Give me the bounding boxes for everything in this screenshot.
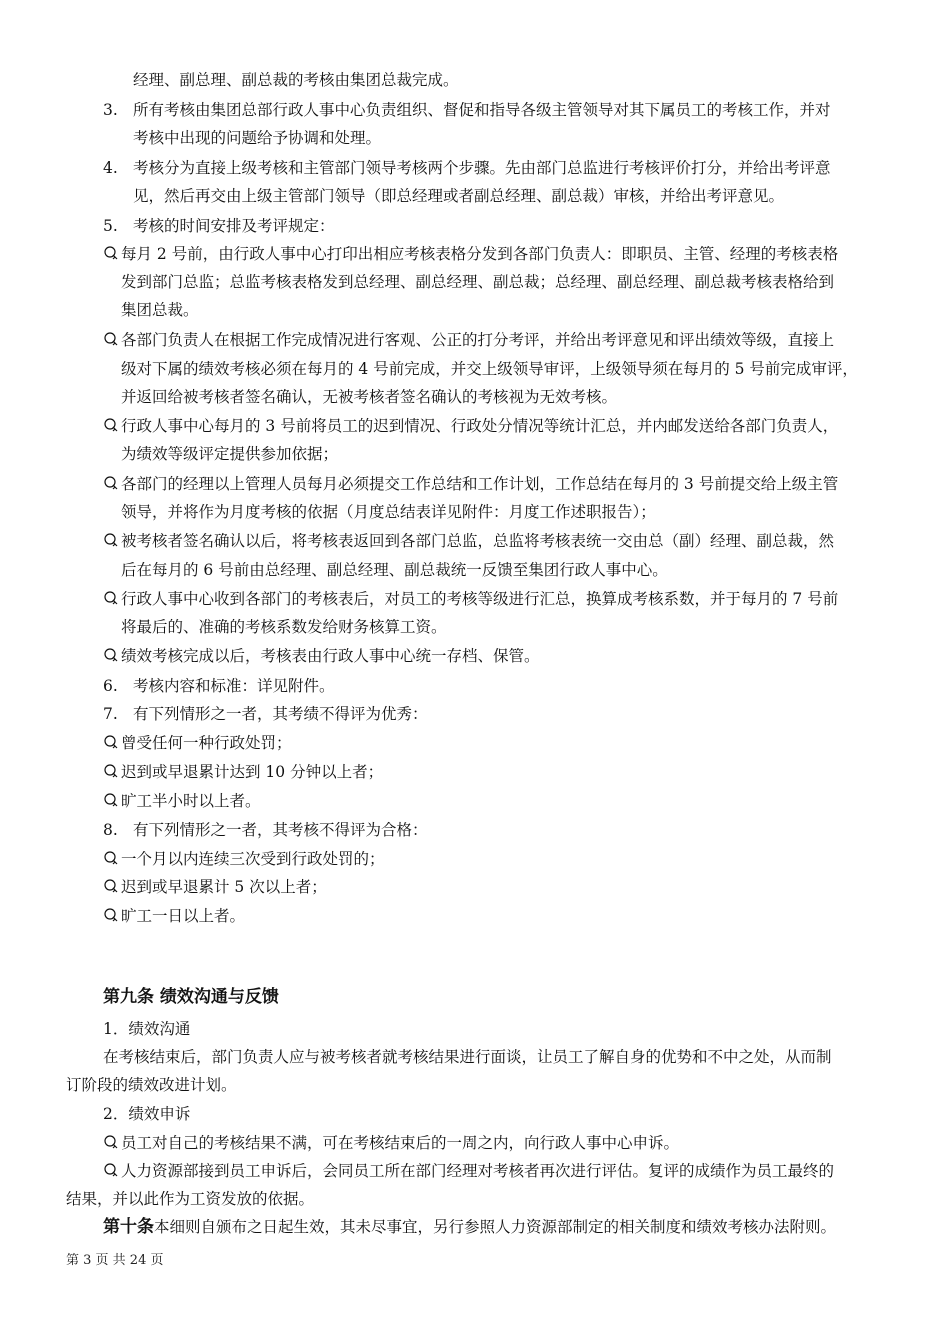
- list-number: 7.: [103, 705, 118, 723]
- bullet-item-text: 一个月以内连续三次受到行政处罚的；: [121, 850, 385, 868]
- list-number: 5.: [103, 217, 118, 235]
- bullet-item: [103, 416, 838, 436]
- numbered-list-item: [103, 820, 428, 840]
- list-item-continuation: 见，然后再交由上级主管部门领导（即总经理或者副总经理、副总裁）审核，并给出考评意见。: [133, 187, 785, 205]
- bullet-item: [103, 531, 834, 551]
- list-item-text: 有下列情形之一者，其考核不得评为合格：: [133, 821, 428, 839]
- section-10: [103, 1217, 836, 1237]
- section-9-heading: 第九条 绩效沟通与反馈: [103, 987, 279, 1007]
- bullet-item-text: 迟到或早退累计达到 10 分钟以上者；: [121, 763, 384, 781]
- section-9-paragraph-line: 在考核结束后，部门负责人应与被考核者就考核结果进行面谈，让员工了解自身的优势和不中之处，从而制: [103, 1048, 832, 1066]
- numbered-list-item: [103, 216, 335, 236]
- bullet-icon: [103, 792, 119, 808]
- bullet-item-continuation: 发到部门总监；总监考核表格发到总经理、副总经理、副总裁；总经理、副总经理、副总裁考核表格给到: [121, 273, 835, 291]
- bullet-item-continuation: 后在每月的 6 号前由总经理、副总经理、副总裁统一反馈至集团行政人事中心。: [121, 561, 668, 579]
- bullet-item: [103, 244, 838, 264]
- bullet-item: [103, 762, 383, 782]
- bullet-icon: [103, 475, 119, 491]
- section-9-paragraph-line: 订阶段的绩效改进计划。: [66, 1076, 237, 1094]
- bullet-icon: [103, 532, 119, 548]
- numbered-list-item: [103, 100, 831, 120]
- list-item-text: 考核的时间安排及考评规定：: [133, 217, 335, 235]
- bullet-item: [103, 474, 838, 494]
- bullet-item-text: 行政人事中心每月的 3 号前将员工的迟到情况、行政处分情况等统计汇总，并内邮发送给各部门负责人，: [121, 417, 839, 435]
- bullet-item-text: 旷工一日以上者。: [121, 907, 246, 925]
- section-9-bullet-text: 员工对自己的考核结果不满，可在考核结束后的一周之内，向行政人事中心申诉。: [121, 1134, 680, 1152]
- bullet-item: [103, 589, 838, 609]
- bullet-item: [103, 646, 540, 666]
- bullet-item: [103, 791, 261, 811]
- list-item-continuation: 考核中出现的问题给予协调和处理。: [133, 129, 382, 147]
- bullet-icon: [103, 850, 119, 866]
- numbered-list-item: [103, 158, 831, 178]
- bullet-icon: [103, 878, 119, 894]
- bullet-item-text: 各部门的经理以上管理人员每月必须提交工作总结和工作计划，工作总结在每月的 3 号前提交给上级主管: [121, 475, 839, 493]
- bullet-item: [103, 330, 834, 350]
- bullet-icon: [103, 907, 119, 923]
- bullet-item-continuation: 将最后的、准确的考核系数发给财务核算工资。: [121, 618, 447, 636]
- list-item-text: 考核内容和标准：详见附件。: [133, 677, 335, 695]
- bullet-icon: [103, 647, 119, 663]
- bullet-item: [103, 733, 292, 753]
- bullet-item-continuation: 并返回给被考核者签名确认，无被考核者签名确认的考核视为无效考核。: [121, 388, 618, 406]
- bullet-icon: [103, 1162, 119, 1178]
- bullet-icon: [103, 331, 119, 347]
- bullet-item-text: 旷工半小时以上者。: [121, 792, 261, 810]
- bullet-icon: [103, 590, 119, 606]
- bullet-item: [103, 877, 327, 897]
- bullet-item-text: 被考核者签名确认以后，将考核表返回到各部门总监，总监将考核表统一交由总（副）经理、副总裁，然: [121, 532, 835, 550]
- bullet-icon: [103, 245, 119, 261]
- list-number: 3.: [103, 101, 118, 119]
- list-number: 6.: [103, 677, 118, 695]
- bullet-item-text: 迟到或早退累计 5 次以上者；: [121, 878, 327, 896]
- numbered-list-item: [103, 704, 428, 724]
- list-number: 8.: [103, 821, 118, 839]
- section-9-bullet: [103, 1161, 834, 1181]
- numbered-list-item: [103, 676, 335, 696]
- list-item-text: 所有考核由集团总部行政人事中心负责组织、督促和指导各级主管领导对其下属员工的考核工作，并对: [133, 101, 831, 119]
- section-10-label: 第十条: [103, 1217, 154, 1237]
- bullet-item-text: 绩效考核完成以后，考核表由行政人事中心统一存档、保管。: [121, 647, 540, 665]
- bullet-item-continuation: 领导，并将作为月度考核的依据（月度总结表详见附件：月度工作述职报告）；: [121, 503, 656, 521]
- list-item-text: 考核分为直接上级考核和主管部门领导考核两个步骤。先由部门总监进行考核评价打分，并给出考评意: [133, 159, 831, 177]
- section-9-bullet-text: 人力资源部接到员工申诉后，会同员工所在部门经理对考核者再次进行评估。复评的成绩作为员工最终的: [121, 1162, 835, 1180]
- list-item-continuation: 经理、副总理、副总裁的考核由集团总裁完成。: [133, 71, 459, 89]
- bullet-item: [103, 906, 245, 926]
- bullet-item-text: 行政人事中心收到各部门的考核表后，对员工的考核等级进行汇总，换算成考核系数，并于每月的 7 号前: [121, 590, 839, 608]
- section-9-sub2: 2．绩效申诉: [103, 1105, 191, 1123]
- section-10-text: 本细则自颁布之日起生效，其未尽事宜，另行参照人力资源部制定的相关制度和绩效考核办法附则。: [154, 1218, 837, 1236]
- bullet-icon: [103, 1134, 119, 1150]
- bullet-item-continuation: 集团总裁。: [121, 301, 199, 319]
- bullet-item-text: 曾受任何一种行政处罚；: [121, 734, 292, 752]
- page-footer: 第 3 页 共 24 页: [66, 1253, 164, 1268]
- list-number: 4.: [103, 159, 118, 177]
- bullet-icon: [103, 734, 119, 750]
- bullet-item-text: 每月 2 号前，由行政人事中心打印出相应考核表格分发到各部门负责人：即职员、主管、经理的考核表格: [121, 245, 839, 263]
- bullet-icon: [103, 763, 119, 779]
- list-item-text: 有下列情形之一者，其考绩不得评为优秀：: [133, 705, 428, 723]
- section-9-sub1: 1．绩效沟通: [103, 1020, 191, 1038]
- bullet-icon: [103, 417, 119, 433]
- bullet-item-continuation: 为绩效等级评定提供参加依据；: [121, 445, 339, 463]
- section-9-bullet: [103, 1133, 679, 1153]
- bullet-item-text: 各部门负责人在根据工作完成情况进行客观、公正的打分考评，并给出考评意见和评出绩效等级，直接上: [121, 331, 835, 349]
- bullet-item-continuation: 级对下属的绩效考核必须在每月的 4 号前完成，并交上级领导审评，上级领导须在每月的 5 号前完成审评，: [121, 360, 858, 378]
- section-9-bullet-cont: 结果，并以此作为工资发放的依据。: [66, 1190, 315, 1208]
- bullet-item: [103, 849, 385, 869]
